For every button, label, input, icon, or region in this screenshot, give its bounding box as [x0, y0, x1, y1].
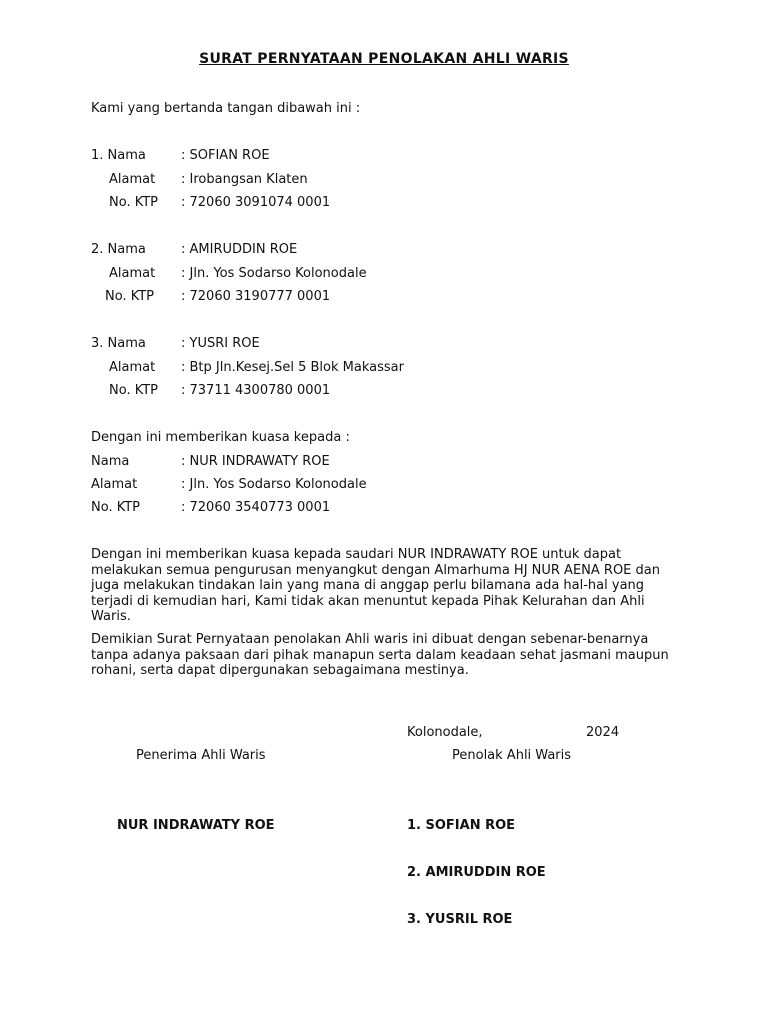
- proxy-name: : NUR INDRAWATY ROE: [181, 454, 330, 469]
- intro-text: Kami yang bertanda tangan dibawah ini :: [91, 101, 361, 116]
- person-3-ktp: : 73711 4300780 0001: [181, 383, 331, 398]
- document-title: SURAT PERNYATAAN PENOLAKAN AHLI WARIS: [199, 51, 569, 67]
- person-3-address: : Btp Jln.Kesej.Sel 5 Blok Makassar: [181, 360, 404, 375]
- person-3-name-label: 3. Nama: [91, 336, 146, 351]
- person-2-ktp-label: No. KTP: [105, 289, 155, 304]
- person-2-name: : AMIRUDDIN ROE: [181, 242, 298, 257]
- person-1-address: : Irobangsan Klaten: [181, 172, 308, 187]
- person-1-name-label: 1. Nama: [91, 148, 146, 163]
- closing-paragraph: Demikian Surat Pernyataan penolakan Ahli waris ini dibuat dengan sebenar-benarnya tanpa adanya paksaan dari pihak manapun serta dalam keadaan sehat jasmani maupun rohani, serta dapat dipergunakan sebagaimana mestinya.: [91, 632, 669, 678]
- person-1-name: : SOFIAN ROE: [181, 148, 270, 163]
- rejecter-heading: Penolak Ahli Waris: [452, 748, 572, 763]
- person-2-ktp: : 72060 3190777 0001: [181, 289, 331, 304]
- person-1-address-label: Alamat: [109, 172, 156, 187]
- person-3-ktp-label: No. KTP: [109, 383, 159, 398]
- person-2-address-label: Alamat: [109, 266, 156, 281]
- person-2-address: : Jln. Yos Sodarso Kolonodale: [181, 266, 367, 281]
- signatory-1: 1. SOFIAN ROE: [407, 818, 516, 833]
- year-text: 2024: [586, 725, 620, 740]
- person-3-name: : YUSRI ROE: [181, 336, 260, 351]
- proxy-address: : Jln. Yos Sodarso Kolonodale: [181, 477, 367, 492]
- receiver-signature-name: NUR INDRAWATY ROE: [117, 818, 275, 833]
- person-3-address-label: Alamat: [109, 360, 156, 375]
- place-text: Kolonodale,: [407, 725, 483, 740]
- proxy-name-label: Nama: [91, 454, 130, 469]
- proxy-ktp: : 72060 3540773 0001: [181, 500, 331, 515]
- person-2-name-label: 2. Nama: [91, 242, 146, 257]
- receiver-heading: Penerima Ahli Waris: [136, 748, 266, 763]
- person-1-ktp: : 72060 3091074 0001: [181, 195, 331, 210]
- signatory-2: 2. AMIRUDDIN ROE: [407, 865, 546, 880]
- signatory-3: 3. YUSRIL ROE: [407, 912, 513, 927]
- authorization-paragraph: Dengan ini memberikan kuasa kepada saudari NUR INDRAWATY ROE untuk dapat melakukan semua pengurusan menyangkut dengan Almarhuma HJ NUR AENA ROE dan juga melakukan tindakan lain yang mana di anggap perlu bilamana ada hal-hal yang terjadi di kemudian hari, Kami tidak akan menuntut kepada Pihak Kelurahan dan Ahli Waris.: [91, 547, 660, 624]
- person-1-ktp-label: No. KTP: [109, 195, 159, 210]
- proxy-address-label: Alamat: [91, 477, 138, 492]
- proxy-ktp-label: No. KTP: [91, 500, 141, 515]
- proxy-intro: Dengan ini memberikan kuasa kepada :: [91, 430, 350, 445]
